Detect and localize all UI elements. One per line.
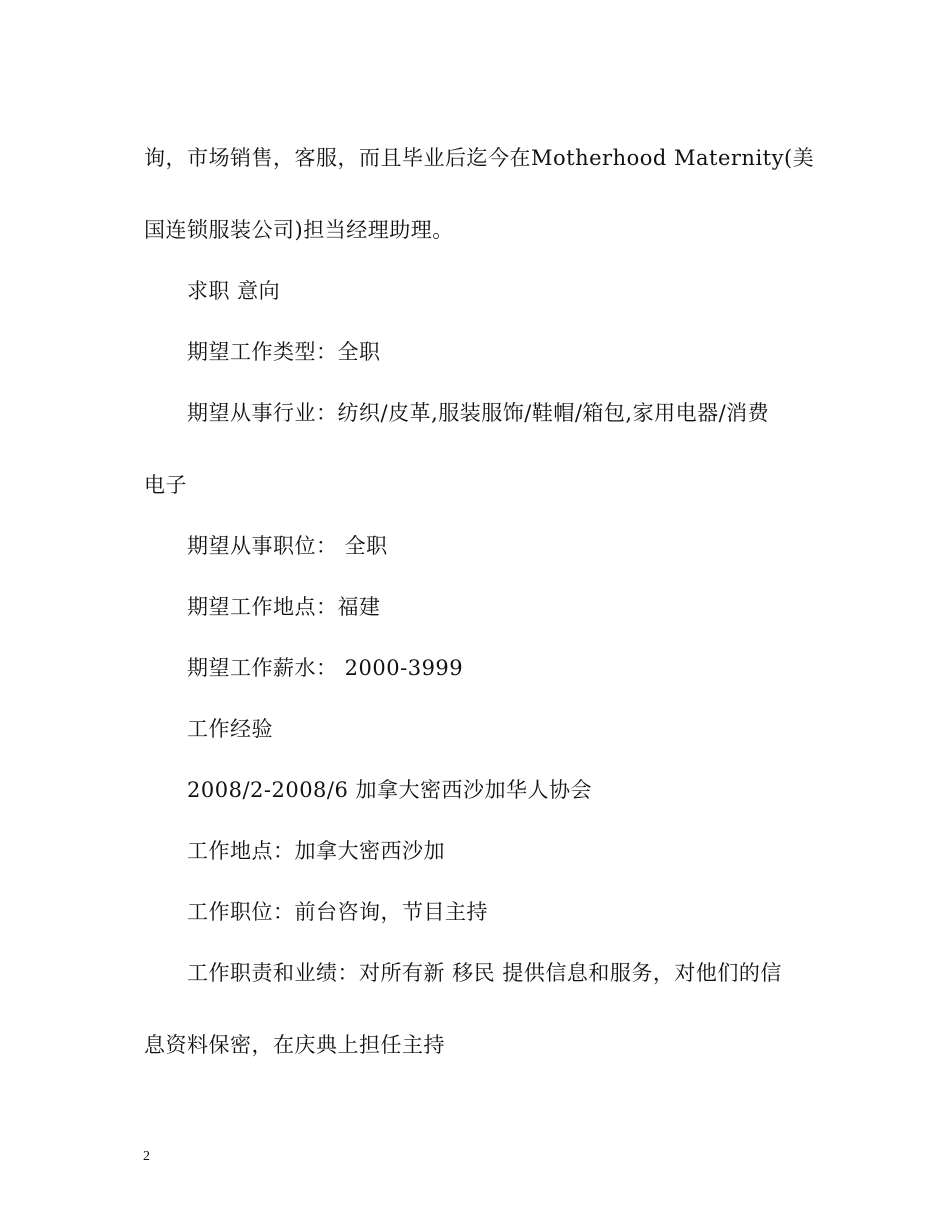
page-number: 2 [143,1149,150,1164]
text-line: 2008/2-2008/6 加拿大密西沙加华人协会 [187,778,593,802]
text-line: 工作职位：前台咨询，节目主持 [187,900,488,924]
text-line: 期望工作薪水： 2000-3999 [187,656,464,680]
text-line: 询，市场销售，客服，而且毕业后迄今在Motherhood Maternity(美 [144,146,815,170]
text-line: 电子 [144,473,187,497]
text-line: 期望从事行业：纺织/皮革,服装服饰/鞋帽/箱包,家用电器/消费 [187,401,770,425]
text-line: 工作职责和业绩：对所有新 移民 提供信息和服务，对他们的信 [187,961,782,985]
section-heading: 求职 意向 [187,279,281,303]
text-line: 息资料保密，在庆典上担任主持 [144,1033,445,1057]
text-line: 期望工作类型：全职 [187,340,381,364]
text-line: 工作地点：加拿大密西沙加 [187,839,445,863]
text-line: 国连锁服装公司)担当经理助理。 [144,218,454,242]
section-heading: 工作经验 [187,717,273,741]
text-line: 期望工作地点：福建 [187,595,381,619]
text-line: 期望从事职位： 全职 [187,534,388,558]
